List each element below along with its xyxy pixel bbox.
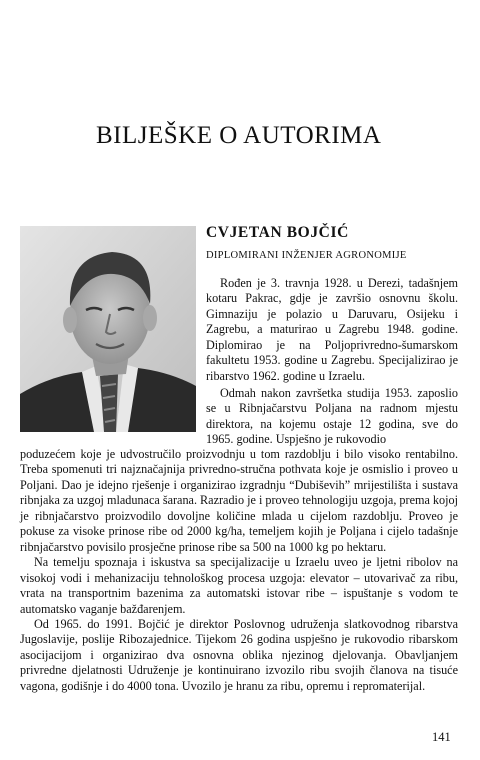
author-portrait-photo <box>20 226 196 432</box>
paragraph-text: Na temelju spoznaja i iskustva sa specijalizacije u Izraelu uveo je ljetni ribolov na visokoj vodi i mehanizaciju tehnološkog procesa uzgoja: elevator – utovarivač za ribu, vrata na transportnim bazenima za automatski istovar ribe – ispuštanje s vodom te automatsko vaganje bažđarenjem. <box>20 555 458 616</box>
author-name: CVJETAN BOJČIĆ <box>206 224 349 241</box>
paragraph-text: Odmah nakon završetka studija 1953. zaposlio se u Ribnjačarstvu Poljana na radnom mjestu direktora, na kojemu ostaje 12 godina, sve do 1965. godine. Uspješno je rukovodio <box>206 386 458 447</box>
page-number: 141 <box>432 730 451 744</box>
paragraph-text: Rođen je 3. travnja 1928. u Derezi, tadašnjem kotaru Pakrac, gdje je završio osnovnu školu. Gimnaziju je polazio u Daruvaru, Osijeku i Zagrebu, a maturirao u Zagrebu 1948. godine. Diplomirao je na Poljoprivredno-šumarskom fakultetu 1953. godine u Zagrebu. Specijalizirao je ribarstvo 1962. godine u Izraelu. <box>206 276 458 383</box>
portrait-image <box>20 226 196 432</box>
paragraph-birth-education <box>206 276 458 384</box>
section-title: BILJEŠKE O AUTORIMA <box>96 122 382 149</box>
author-title: DIPLOMIRANI INŽENJER AGRONOMIJE <box>206 250 407 261</box>
paragraph-career-continuation <box>20 447 458 694</box>
paragraph-career-start <box>206 386 458 448</box>
paragraph-text: Od 1965. do 1991. Bojčić je direktor Poslovnog udruženja slatkovodnog ribarstva Jugoslavije, poslije Ribozajednice. Tijekom 26 godina uspješno je rukovodio ribarskom asocijacijom i organizirao dva osnovna oblika njezinog djelovanja. Obavljanjem privredne djelatnosti Udruženje je kontinuirano izvozilo ribu svojih članova na tisuće vagona, godišnje i do 4000 tona. Uvozilo je hranu za ribu, opremu i repromaterijal. <box>20 616 458 693</box>
paragraph-text: poduzećem koje je udvostručilo proizvodnju u tom razdoblju i bilo visoko rentabilno. Treba spomenuti tri najznačajnija privredno-stručna pothvata koje je osmislio i proveo u Poljani. Dao je idejno rješenje i organizirao izgradnju “Dubiševih” mrijestilišta i sustava ribnjaka za uzgoj mladunaca šarana. Razradio je i proveo tehnologiju uzgoja, prema kojoj je ribnjačarstvo proizvodilo dovoljne količine mlada u cijelom razdoblju. Proveo je pokuse za visoke prinose ribe od 2000 kg/ha, temeljem kojih je Poljana i cijelo tadašnje ribnjačarstvo povisilo prosječne prinose ribe sa 500 na 1000 kg po hektaru. <box>20 447 458 554</box>
